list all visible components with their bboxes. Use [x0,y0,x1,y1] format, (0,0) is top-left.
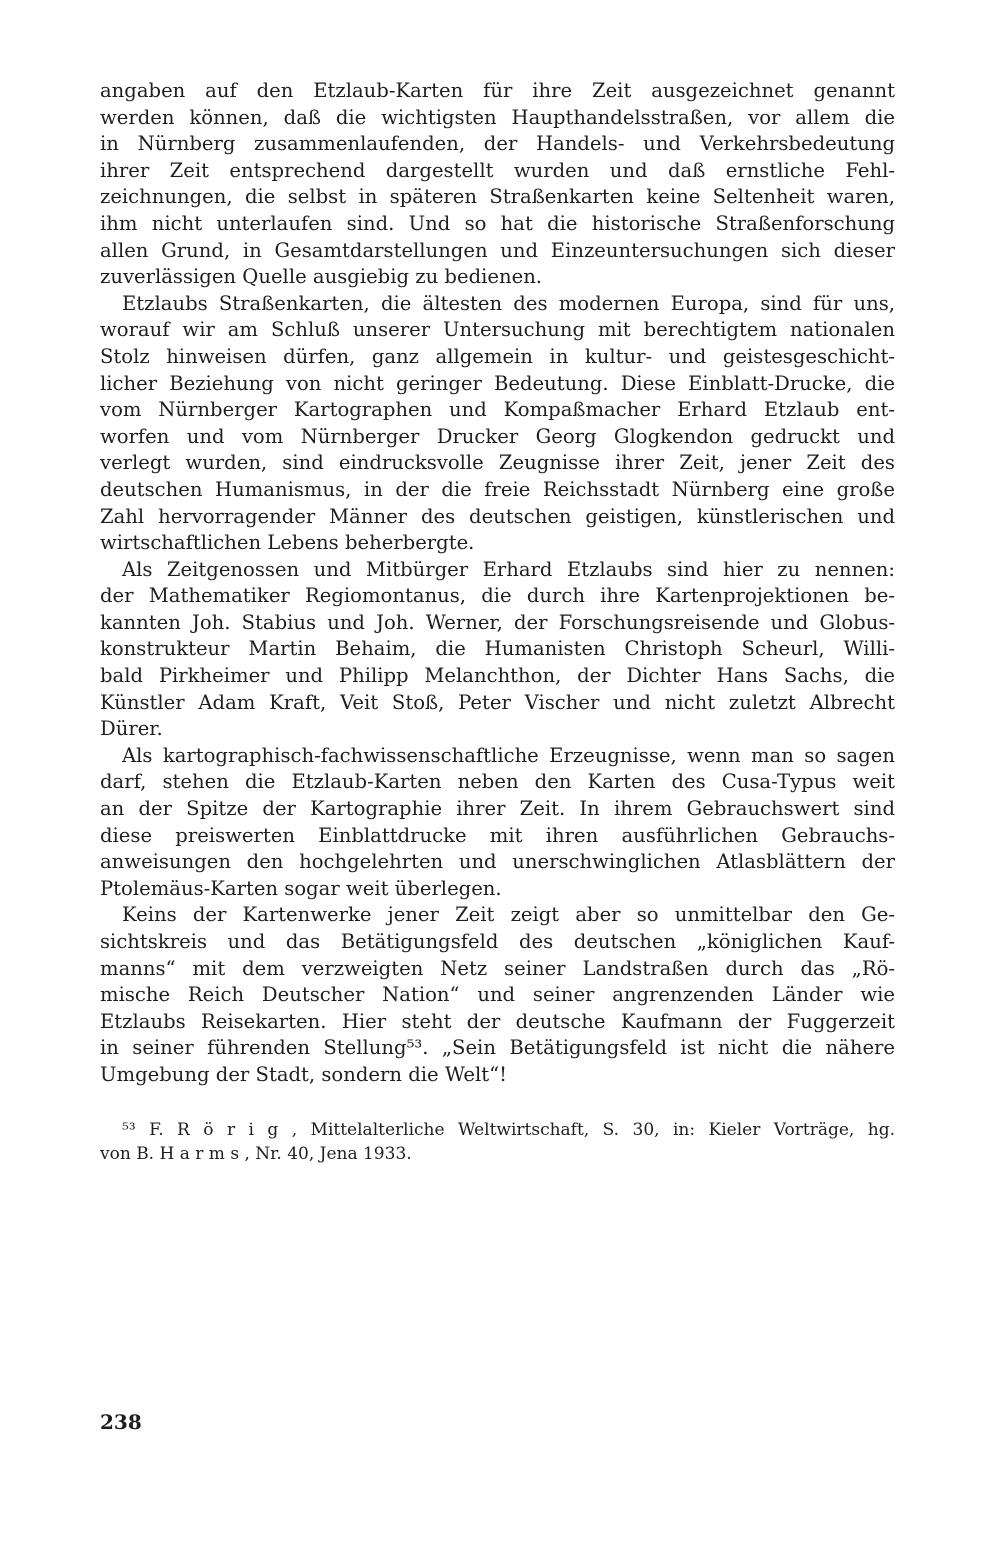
text-line: Stolz hinweisen dürfen, ganz allgemein in kultur- und geistesgeschicht- [100,344,895,368]
text-line: vom Nürnberger Kartographen und Kompaßmacher Erhard Etzlaub ent- [100,398,895,422]
text-line: deutschen Humanismus, in der die freie Reichsstadt Nürnberg eine große [100,477,895,501]
text-line: Keins der Kartenwerke jener Zeit zeigt aber so unmittelbar den Ge- [122,903,895,927]
text-line: wirtschaftlichen Lebens beherbergte. [100,531,475,555]
text-line: manns“ mit dem verzweigten Netz seiner Landstraßen durch das „Rö- [100,956,895,980]
text-line: verlegt wurden, sind eindrucksvolle Zeugnisse ihrer Zeit, jener Zeit des [100,451,895,475]
text-line: Zahl hervorragender Männer des deutschen geistigen, künstlerischen und [100,504,895,528]
text-line: licher Beziehung von nicht geringer Bedeutung. Diese Einblatt-Drucke, die [100,371,895,395]
text-line: Etzlaubs Straßenkarten, die ältesten des modernen Europa, sind für uns, [122,291,895,315]
text-line: Dürer. [100,717,163,741]
main-text [100,78,895,1089]
text-line: mische Reich Deutscher Nation“ und seiner angrenzenden Länder wie [100,983,895,1007]
text-line: werden können, daß die wichtigsten Haupthandelsstraßen, vor allem die [100,105,895,129]
text-line: zeichnungen, die selbst in späteren Straßenkarten keine Seltenheit waren, [100,185,895,209]
text-line: Als kartographisch-fachwissenschaftliche Erzeugnisse, wenn man so sagen [122,743,895,767]
text-line: ihm nicht unterlaufen sind. Und so hat die historische Straßenforschung [100,211,895,235]
text-line: bald Pirkheimer und Philipp Melanchthon, der Dichter Hans Sachs, die [100,664,895,688]
footnotes [100,1118,895,1166]
text-line: ihrer Zeit entsprechend dargestellt wurden und daß ernstliche Fehl- [100,158,895,182]
text-line: Künstler Adam Kraft, Veit Stoß, Peter Vischer und nicht zuletzt Albrecht [100,690,895,714]
text-line: kannten Joh. Stabius und Joh. Werner, der Forschungsreisende und Globus- [100,610,895,634]
text-line: in seiner führenden Stellung⁵³. „Sein Betätigungsfeld ist nicht die nähere [100,1036,895,1060]
text-line: zuverlässigen Quelle ausgiebig zu bedienen. [100,265,543,289]
text-line: sichtskreis und das Betätigungsfeld des deutschen „königlichen Kauf- [100,930,895,953]
text-line: in Nürnberg zusammenlaufenden, der Handels- und Verkehrsbedeutung [100,132,895,156]
text-line: konstrukteur Martin Behaim, die Humanisten Christoph Scheurl, Willi- [100,637,895,661]
text-line: der Mathematiker Regiomontanus, die durch ihre Kartenprojektionen be- [100,584,895,608]
text-line: Etzlaubs Reisekarten. Hier steht der deutsche Kaufmann der Fuggerzeit [100,1009,895,1033]
text-line: anweisungen den hochgelehrten und unerschwinglichen Atlasblättern der [100,850,895,874]
text-line: Ptolemäus-Karten sogar weit überlegen. [100,876,502,900]
text-line: allen Grund, in Gesamtdarstellungen und Einzeuntersuchungen sich dieser [100,238,895,262]
text-line: angaben auf den Etzlaub-Karten für ihre Zeit ausgezeichnet genannt [100,79,895,102]
text-line: worauf wir am Schluß unserer Untersuchung mit berechtigtem nationalen [100,318,895,342]
text-line: diese preiswerten Einblattdrucke mit ihren ausführlichen Gebrauchs- [100,823,895,847]
text-line: worfen und vom Nürnberger Drucker Georg Glogkendon gedruckt und [100,424,895,448]
footnote-line: von B. H a r m s , Nr. 40, Jena 1933. [100,1144,412,1164]
footnote-line: ⁵³ F. R ö r i g , Mittelalterliche Weltwirtschaft, S. 30, in: Kieler Vorträge, hg. [122,1120,895,1140]
page-number: 238 [100,1410,142,1434]
text-line: an der Spitze der Kartographie ihrer Zeit. In ihrem Gebrauchswert sind [100,797,895,821]
text-line: Umgebung der Stadt, sondern die Welt“! [100,1062,507,1086]
text-line: Als Zeitgenossen und Mitbürger Erhard Etzlaubs sind hier zu nennen: [122,557,895,581]
text-line: darf, stehen die Etzlaub-Karten neben den Karten des Cusa-Typus weit [100,770,895,794]
